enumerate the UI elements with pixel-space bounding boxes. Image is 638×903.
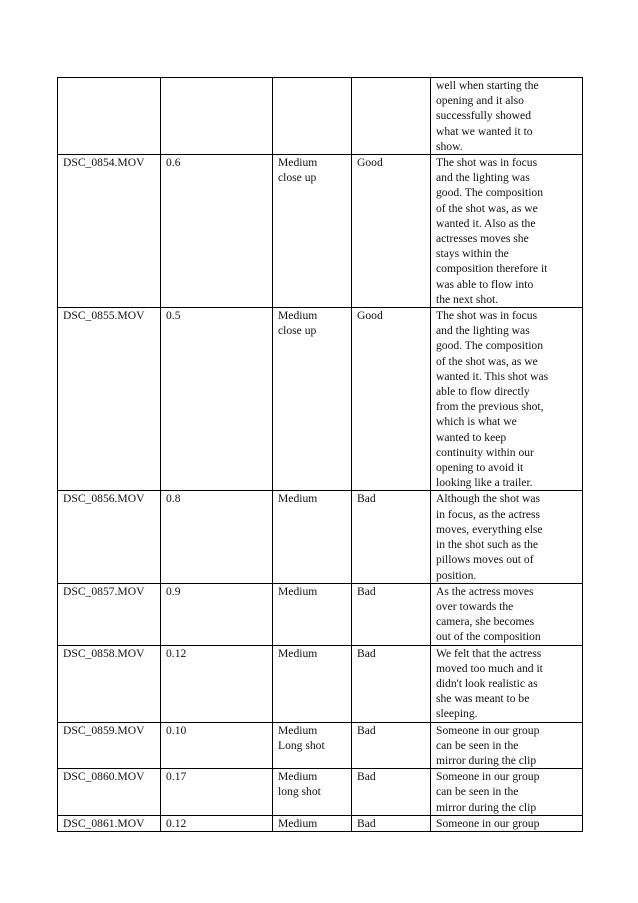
duration-cell: 0.5 [161,308,273,491]
shot-type-cell [273,645,352,722]
comment-line: what we wanted it to [436,124,533,138]
comment-cell [431,769,583,816]
comment-line: composition therefore it [436,262,548,276]
comment-line: successfully showed [436,109,531,123]
table-row [58,769,583,816]
comment-line: wanted it. This shot was [436,369,549,383]
file-name-cell: DSC_0861.MOV [58,815,161,831]
table-row [58,645,583,722]
shot-type-cell [273,722,352,769]
shot-type-line: close up [278,324,317,338]
comment-line: pillows moves out of [436,553,534,567]
file-name-cell: DSC_0859.MOV [58,722,161,769]
comment-line: Someone in our group [436,816,540,830]
shot-type-line: Medium [278,723,318,737]
comment-line: able to flow directly [436,385,530,399]
comment-line: can be seen in the [436,785,519,799]
comment-line: As the actress moves [436,584,534,598]
shot-type-line: Medium [278,492,318,506]
comment-line: in the shot such as the [436,538,539,552]
comment-line: moves, everything else [436,522,543,536]
table-row [58,155,583,308]
comment-line: opening to avoid it [436,461,524,475]
comment-line: We felt that the actress [436,646,542,660]
shot-type-line: Medium [278,156,318,170]
shot-type-cell [273,308,352,491]
table-row [58,308,583,491]
file-name-cell: DSC_0856.MOV [58,491,161,583]
shot-type-line: Medium [278,646,318,660]
comment-line: The shot was in focus [436,309,538,323]
duration-cell: 0.8 [161,491,273,583]
comment-line: show. [436,139,463,153]
comment-line: she was meant to be [436,692,530,706]
footage-log-table [57,77,583,832]
shot-type-cell [273,583,352,645]
shot-type-line: long shot [278,785,321,799]
rating-cell: Bad [352,722,431,769]
comment-line: was able to flow into [436,277,534,291]
comment-line: position. [436,568,477,582]
table-row [58,815,583,831]
comment-line: camera, she becomes [436,615,535,629]
comment-line: Although the shot was [436,492,541,506]
comment-line: Someone in our group [436,723,540,737]
shot-type-cell [273,815,352,831]
comment-cell [431,308,583,491]
file-name-cell: DSC_0857.MOV [58,583,161,645]
rating-cell: Good [352,155,431,308]
comment-line: The shot was in focus [436,156,538,170]
comment-line: wanted it. Also as the [436,216,536,230]
shot-type-cell [273,491,352,583]
comment-line: out of the composition [436,630,541,644]
comment-line: actresses moves she [436,232,529,246]
shot-type-cell [273,78,352,155]
comment-line: and the lighting was [436,171,530,185]
duration-cell: 0.17 [161,769,273,816]
duration-cell: 0.12 [161,645,273,722]
comment-line: of the shot was, as we [436,201,538,215]
comment-line: sleeping. [436,707,478,721]
comment-line: of the shot was, as we [436,354,538,368]
comment-cell [431,815,583,831]
comment-cell [431,78,583,155]
duration-cell: 0.9 [161,583,273,645]
file-name-cell: DSC_0854.MOV [58,155,161,308]
file-name-cell [58,78,161,155]
rating-cell: Good [352,308,431,491]
table-row [58,491,583,583]
comment-line: didn't look realistic as [436,676,538,690]
table-row [58,78,583,155]
comment-cell [431,722,583,769]
shot-type-line: Medium [278,309,318,323]
comment-line: good. The composition [436,186,544,200]
comment-line: well when starting the [436,79,539,92]
comment-line: opening and it also [436,94,524,108]
rating-cell: Bad [352,769,431,816]
comment-line: looking like a trailer. [436,476,533,490]
comment-line: mirror during the clip [436,753,537,767]
comment-line: over towards the [436,599,514,613]
shot-type-line: Medium [278,584,318,598]
file-name-cell: DSC_0855.MOV [58,308,161,491]
duration-cell [161,78,273,155]
comment-line: good. The composition [436,339,544,353]
comment-line: the next shot. [436,292,499,306]
comment-line: moved too much and it [436,661,543,675]
duration-cell: 0.10 [161,722,273,769]
comment-cell [431,645,583,722]
comment-line: can be seen in the [436,738,519,752]
file-name-cell: DSC_0860.MOV [58,769,161,816]
comment-line: mirror during the clip [436,800,537,814]
shot-type-line: Medium [278,770,318,784]
comment-line: stays within the [436,247,509,261]
shot-type-cell [273,769,352,816]
comment-line: wanted to keep [436,430,507,444]
shot-type-line: Medium [278,816,318,830]
comment-line: Someone in our group [436,770,540,784]
table-row [58,722,583,769]
rating-cell: Bad [352,815,431,831]
rating-cell: Bad [352,645,431,722]
shot-type-line: Long shot [278,738,325,752]
comment-line: which is what we [436,415,517,429]
table-row [58,583,583,645]
rating-cell [352,78,431,155]
duration-cell: 0.6 [161,155,273,308]
comment-cell [431,491,583,583]
duration-cell: 0.12 [161,815,273,831]
comment-line: from the previous shot, [436,400,544,414]
rating-cell: Bad [352,583,431,645]
file-name-cell: DSC_0858.MOV [58,645,161,722]
shot-type-cell [273,155,352,308]
rating-cell: Bad [352,491,431,583]
footage-log-body [58,78,583,832]
shot-type-line: close up [278,171,317,185]
comment-line: continuity within our [436,445,534,459]
comment-line: and the lighting was [436,324,530,338]
comment-cell [431,583,583,645]
comment-cell [431,155,583,308]
comment-line: in focus, as the actress [436,507,540,521]
